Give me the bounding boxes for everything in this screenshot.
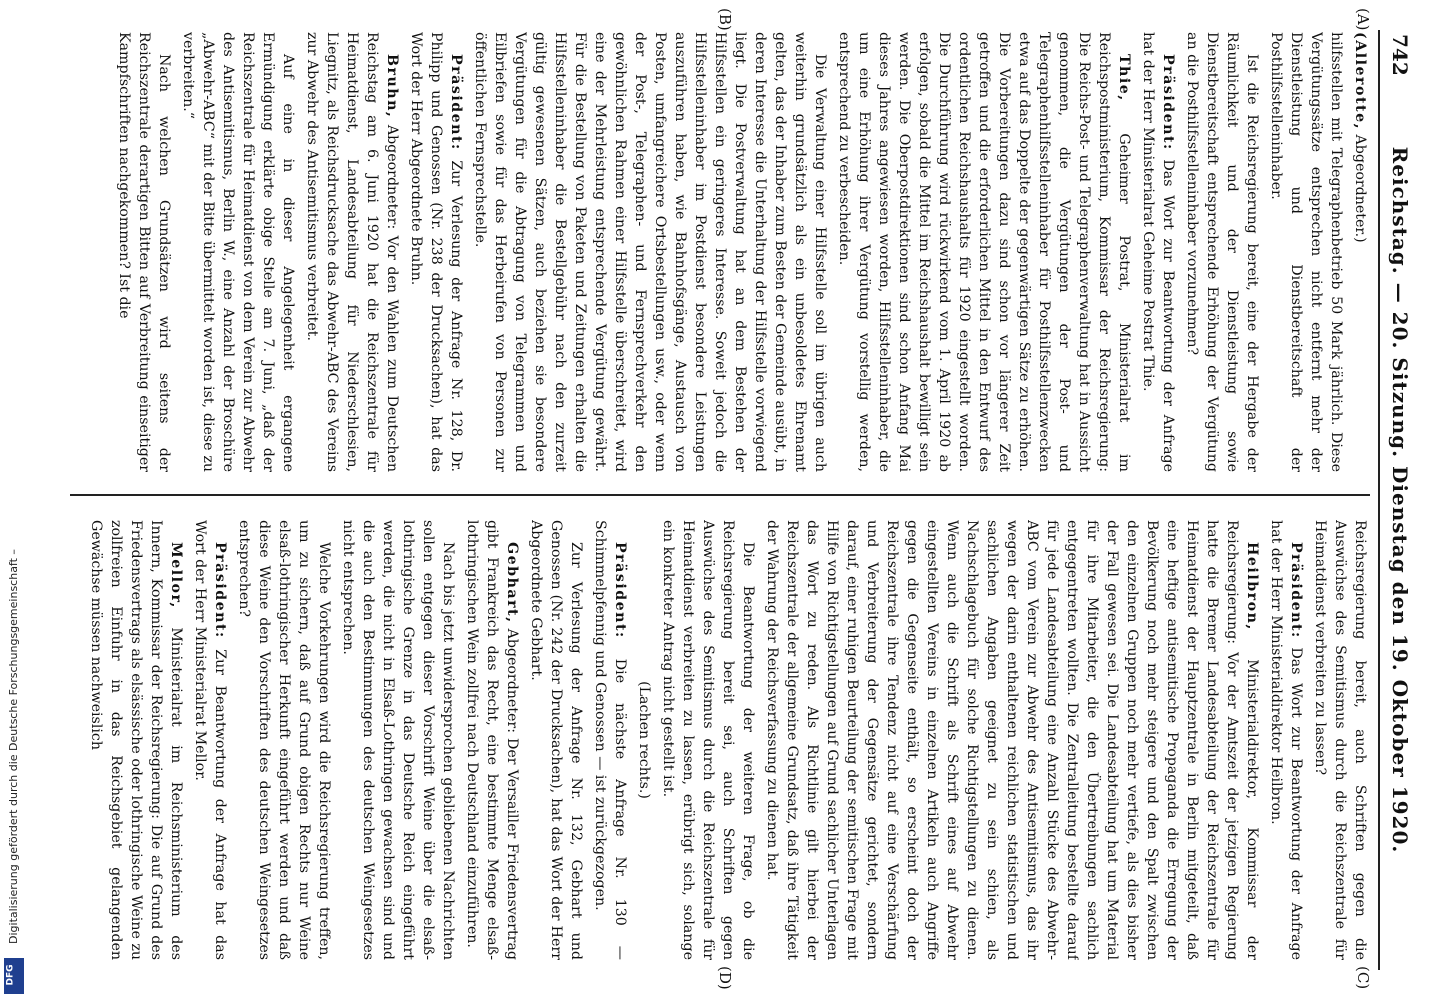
speaker-name: Präsident: [448,54,464,151]
paragraph: Nach welchen Grundsätzen wird seitens der Reichszentrale derartigen Bitten auf Verbreitung einseitiger Kampfschriften nachgekommen? Ist die [116,32,172,472]
speaker-name: Präsident: [1160,54,1176,151]
margin-mark-d: (D) [716,966,734,990]
speaker-name: Thie, [1116,54,1132,102]
margin-mark-c: (C) [1354,966,1372,990]
left-text-column [70,32,1370,472]
paragraph: (Allerotte, Abgeordneter.) [1352,32,1368,243]
speaker-name: Bruhn, [384,54,400,119]
speaker-name: Präsident: [1288,542,1304,639]
right-text-column [70,520,1370,960]
scanned-page-viewport [28,0,1434,1000]
paragraph: hilfsstellen mit Telegraphenbetrieb 50 Mark jährlich. Diese Vergütungssätze entsprechen nicht entfernt mehr der Dienstleistung und Dienstbereitschaft der Posthilfsstelleninhaber. [1268,32,1344,472]
rotated-document-page [28,0,1434,1000]
paragraph: Präsident: Zur Beantwortung der Anfrage hat das Wort der Herr Ministerialrat Mellor. [192,520,228,960]
paragraph: Die Verwaltung einer Hilfsstelle soll im übrigen auch weiterhin grundsätzlich als ein unbesoldetes Ehrenamt gelten, das der Inhaber zum Besten der Gemeinde ausübt, in deren Interesse die Unterhaltung der Hilfsstelle vorwiegend liegt. Die Postverwaltung hat an dem Bestehen der Hilfsstellen ein geringeres Interesse. Soweit jedoch die Hilfsstelleninhaber im Postdienst besondere Leistungen auszuführen haben, wie Bahnhofsgänge, Austausch von Posten, umfangreichere Ortsbestellungen usw., oder wenn der Post-, Telegraphen- und Fernsprechverkehr den gewöhnlichen Rahmen einer Hilfsstelle überschreitet, wird eine der Mehrleistung entsprechende Vergütung gewährt. Für die Bestellung von Paketen und Zeitungen erhalten die Hilfsstelleninhaber die Bestellgebühr nach den zurzeit gültig gewesenen Sätzen, auch beziehen sie besondere Vergütungen für die Abtragung von Telegrammen und Eilbriefen sowie für das Herbeirufen von Personen zur öffentlichen Fernsprechstelle. [472,32,828,472]
dfg-logo: DFG [4,958,24,994]
page-title: Reichstag. — 20. Sitzung. Dienstag den 19. Oktober 1920. [1388,146,1412,854]
paragraph: Mellor, Ministerialrat im Reichsministerium des Innern, Kommissar der Reichsregierung: Die auf Grund des Friedensvertrags als elsässische oder lothringische Weine zu zollfreien Einfuhr in das Reichsgebiet gelangenden Gewächse müssen nachweislich [88,520,184,960]
paragraph: Die Beantwortung der weiteren Frage, ob die Reichsregierung bereit sei, auch Schriften gegen Auswüchse des Semitismus durch die Reichszentrale für Heimatdienst verbreiten zu lassen, erübrigt sich, solange ein konkreter Antrag nicht gestellt ist. [660,520,756,960]
column-divider [70,494,1370,496]
paragraph: Präsident: Zur Verlesung der Anfrage Nr. 128, Dr. Philipp und Genossen (Nr. 238 der Drucksachen), hat das Wort der Herr Abgeordnete Bruhn. [408,32,464,472]
paragraph: Reichsregierung bereit, auch Schriften gegen die Auswüchse des Semitismus durch die Reichszentrale für Heimatdienst verbreiten zu lassen? [1312,520,1368,960]
paragraph: Bruhn, Abgeordneter: Vor den Wahlen zum Deutschen Reichstag am 6. Juni 1920 hat die Reichszentrale für Heimatdienst, Landesabteilung für Niederschlesien, Liegnitz, als Reichsdrucksache das Abwehr-ABC des Vereins zur Abwehr des Antisemitismus verbreitet. [304,32,400,472]
paragraph: Heilbron, Ministerialdirektor, Kommissar der Reichsregierung: Vor der Amtszeit der jetzigen Regierung hatte die Bremer Landesabteilung der Reichszentrale für Heimatdienst der Hauptzentrale in Berlin mitgeteilt, daß eine heftige antisemitische Propaganda die Erregung der Bevölkerung noch mehr steigere und den Spalt zwischen den einzelnen Gruppen noch mehr vertiefe, als dies bisher der Fall gewesen sei. Die Landesabteilung hat um Material für ihre Mitarbeiter, die den Übertreibungen sachlich entgegentreten wollten. Die Zentralleitung bestellte darauf für jede Landesabteilung eine Anzahl Stücke des Abwehr-ABC vom Verein zur Abwehr des Antisemitismus, das ihr wegen der darin enthaltenen reichlichen statistischen und sachlichen Angaben geeignet zu sein schien, als Nachschlagebuch für solche Richtigstellungen zu dienen. Wenn auch die Schrift als Schrift eines auf Abwehr eingestellten Vereins in einzelnen Artikeln auch Angriffe gegen die Gegenseite enthält, so erscheint doch der Reichszentrale ihre Tendenz nicht auf eine Verschärfung und Verbreiterung der Gegensätze gerichtet, sondern darauf, einer ruhigen Beurteilung der semitischen Frage mit Hilfe von Richtigstellungen auf Grund sachlicher Unterlagen das Wort zu reden. Als Richtlinie gilt hierbei der Reichszentrale der allgemeine Grundsatz, daß ihre Tätigkeit der Wahrung der Reichsverfassung zu dienen hat. [764,520,1260,960]
paragraph: Thie, Geheimer Postrat, Ministerialrat im Reichspostministerium, Kommissar der Reichsregierung: Die Reichs-Post- und Telegraphenverwaltung hat in Aussicht genommen, die Vergütungen der Post- und Telegraphenhilfsstelleninhaber für Posthilfsstellenzwecken etwa auf das Doppelte der gegenwärtigen Sätze zu erhöhen. Die Vorbereitungen dazu sind schon vor längerer Zeit getroffen und die erforderlichen Mittel in den Entwurf des ordentlichen Reichshaushalts für 1920 eingestellt worden. Die Durchführung wird rückwirkend vom 1. April 1920 ab erfolgen, sobald die Mittel im Reichshaushalt bewilligt sein werden. Die Oberpostdirektionen sind schon Anfang Mai dieses Jahres angewiesen worden, Hilfsstelleninhaber, die um eine Erhöhung ihrer Vergütung vorstellig werden, entsprechend zu verbescheiden. [836,32,1132,472]
margin-mark-a: (A) [1354,8,1372,31]
speaker-name: (Allerotte, [1352,32,1368,131]
paragraph: Zur Verlesung der Anfrage Nr. 132, Gebhart und Genossen (Nr. 242 der Drucksachen), hat das Wort der Herr Abgeordnete Gebhart. [528,520,584,960]
interjection: (Lachen rechts.) [636,681,652,799]
paragraph: Präsident: Das Wort zur Beantwortung der Anfrage hat der Herr Ministerialdirektor Heilbron. [1268,520,1304,960]
paragraph: Präsident: Die nächste Anfrage Nr. 130 — Schimmelpfennig und Genossen — ist zurückgezogen. [592,520,628,960]
speaker-name: Präsident: [612,542,628,639]
credit-text: Digitalisierung gefördert durch die Deutsche Forschungsgemeinschaft – [7,549,20,944]
page-number: 742 [1388,34,1412,76]
speaker-name: Mellor, [168,542,184,609]
paragraph: Gebhart, Abgeordneter: Der Versailler Friedensvertrag gibt Frankreich das Recht, eine bestimmte Menge elsaß-lothringischen Wein zollfrei nach Deutschland einzuführen. [464,520,520,960]
paragraph: Auf eine in dieser Angelegenheit ergangene Ermündigung erklärte obige Stelle am 7. Juni, „daß der Reichszentrale für Heimatdienst von dem Verein zur Abwehr des Antisemitismus, Berlin W., eine Anzahl der Broschüre „Abwehr-ABC“ mit der Bitte übermittelt worden ist, diese zu verbreiten.“ [180,32,296,472]
speaker-name: Gebhart, [504,542,520,624]
speaker-name: Heilbron, [1244,542,1260,631]
speaker-name: Präsident: [212,542,228,639]
digitization-credit [0,0,28,1000]
paragraph: Welche Vorkehrungen wird die Reichsregierung treffen, um zu sichern, daß auf Grund obigen Rechts nur Weine elsaß-lothringischer Herkunft eingeführt werden und daß diese Weine den Vorschriften des deutschen Weingesetzes entsprechen? [236,520,332,960]
paragraph: Präsident: Das Wort zur Beantwortung der Anfrage hat der Herr Ministerialrat Geheime Postrat Thie. [1140,32,1176,472]
page-header [1378,30,1420,970]
paragraph: Nach bis jetzt unwidersprochen gebliebenen Nachrichten sollen entgegen dieser Vorschrift Weine über die elsaß-lothringische Grenze in das Deutsche Reich eingeführt werden, die nicht in Elsaß-Lothringen gewachsen sind und die auch den Bestimmungen des deutschen Weingesetzes nicht entsprechen. [340,520,456,960]
margin-mark-b: (B) [716,8,734,31]
paragraph: Ist die Reichsregierung bereit, eine der Hergabe der Räumlichkeit und der Dienstleistung sowie Dienstbereitschaft entsprechende Erhöhung der Vergütung an die Posthilfsstelleninhaber vorzunehmen? [1184,32,1260,472]
